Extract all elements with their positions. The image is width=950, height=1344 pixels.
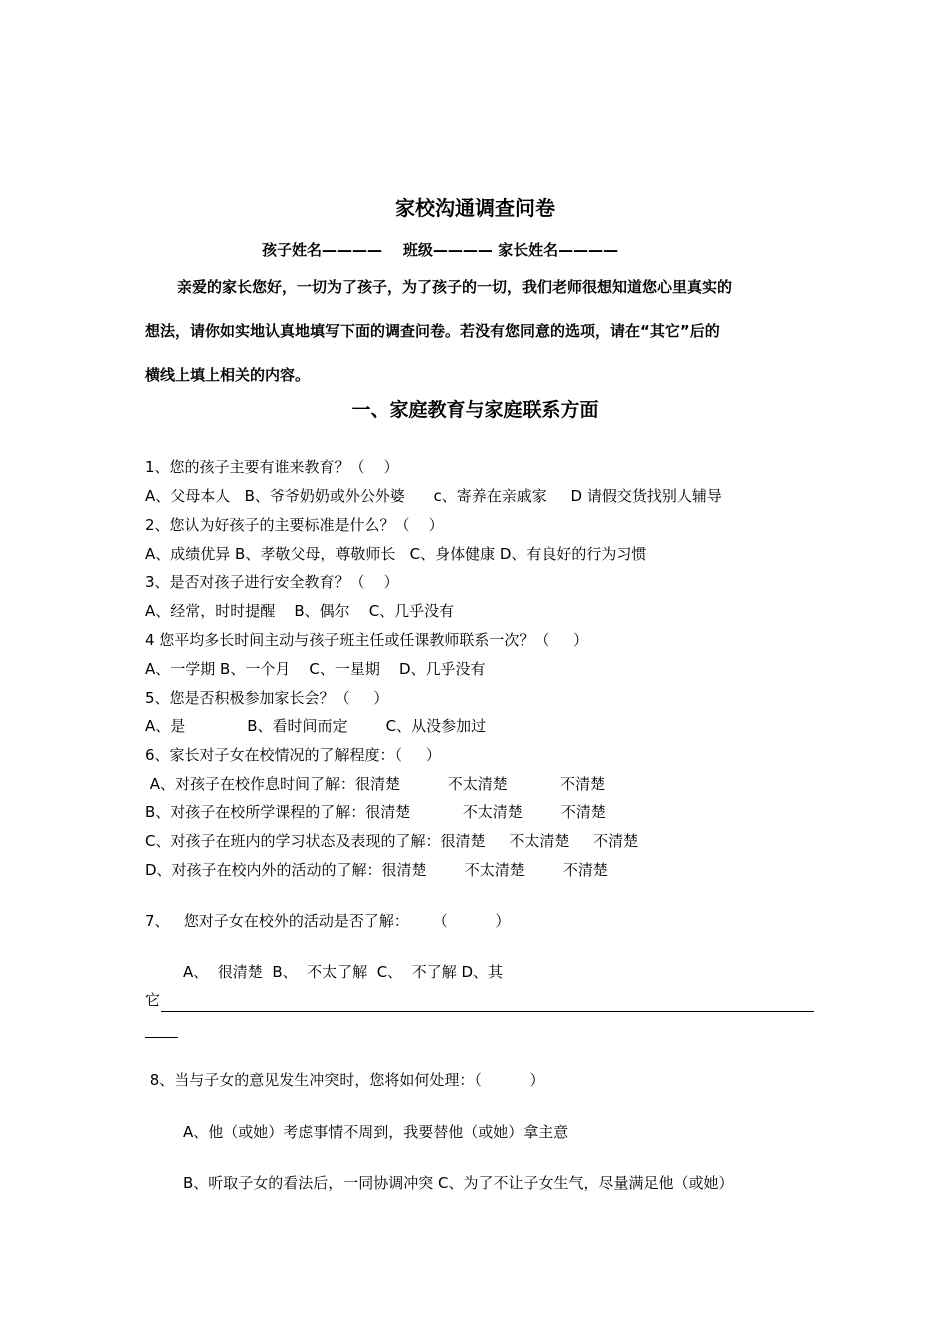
- question-2-options: A、成绩优异 B、孝敬父母，尊敬师长 C、身体健康 D、有良好的行为习惯: [145, 545, 647, 563]
- question-3: 3、是否对孩子进行安全教育？（ ）: [145, 573, 399, 591]
- intro-line-1: 亲爱的家长您好，一切为了孩子，为了孩子的一切，我们老师很想知道您心里真实的: [177, 278, 733, 296]
- question-2: 2、您认为好孩子的主要标准是什么？（ ）: [145, 516, 444, 534]
- section-title: 一、家庭教育与家庭联系方面: [351, 399, 599, 421]
- question-4-options: A、一学期 B、一个月 C、一星期 D、几乎没有: [145, 660, 486, 678]
- question-6-option-d: D、对孩子在校内外的活动的了解：很清楚 不太清楚 不清楚: [145, 861, 608, 879]
- question-8-options-bc: B、听取子女的看法后，一同协调冲突 C、为了不让子女生气，尽量满足他（或她）: [183, 1174, 734, 1192]
- question-6-option-c: C、对孩子在班内的学习状态及表现的了解：很清楚 不太清楚 不清楚: [145, 832, 639, 850]
- question-3-options: A、经常，时时提醒 B、偶尔 C、几乎没有: [145, 602, 455, 620]
- page-title: 家校沟通调查问卷: [395, 196, 555, 220]
- answer-line: [161, 1011, 814, 1012]
- question-7-options-end: 它: [145, 991, 161, 1009]
- answer-line-continuation: [145, 1037, 178, 1038]
- question-6-option-b: B、对孩子在校所学课程的了解：很清楚 不太清楚 不清楚: [145, 803, 606, 821]
- intro-line-2: 想法，请你如实地认真地填写下面的调查问卷。若没有您同意的选项，请在“其它”后的: [145, 322, 720, 340]
- question-1-options: A、父母本人 B、爷爷奶奶或外公外婆 c、寄养在亲戚家 D 请假交货找别人辅导: [145, 487, 722, 505]
- info-fields-line: 孩子姓名———— 班级———— 家长姓名————: [262, 241, 619, 259]
- question-7: 7、 您对子女在校外的活动是否了解： （ ）: [145, 912, 511, 930]
- question-5: 5、您是否积极参加家长会？（ ）: [145, 689, 389, 707]
- intro-line-3: 横线上填上相关的内容。: [145, 366, 311, 384]
- question-7-options: A、 很清楚 B、 不太了解 C、 不了解 D、其: [183, 963, 504, 981]
- question-6-option-a: A、对孩子在校作息时间了解：很清楚 不太清楚 不清楚: [145, 775, 606, 793]
- question-5-options: A、是 B、看时间而定 C、从没参加过: [145, 717, 487, 735]
- question-8-option-a: A、他（或她）考虑事情不周到，我要替他（或她）拿主意: [183, 1123, 569, 1141]
- question-6: 6、家长对子女在校情况的了解程度：（ ）: [145, 746, 441, 764]
- question-4: 4 您平均多长时间主动与孩子班主任或任课教师联系一次？（ ）: [145, 631, 589, 649]
- question-8: 8、当与子女的意见发生冲突时，您将如何处理：（ ）: [145, 1071, 545, 1089]
- question-1: 1、您的孩子主要有谁来教育？（ ）: [145, 458, 399, 476]
